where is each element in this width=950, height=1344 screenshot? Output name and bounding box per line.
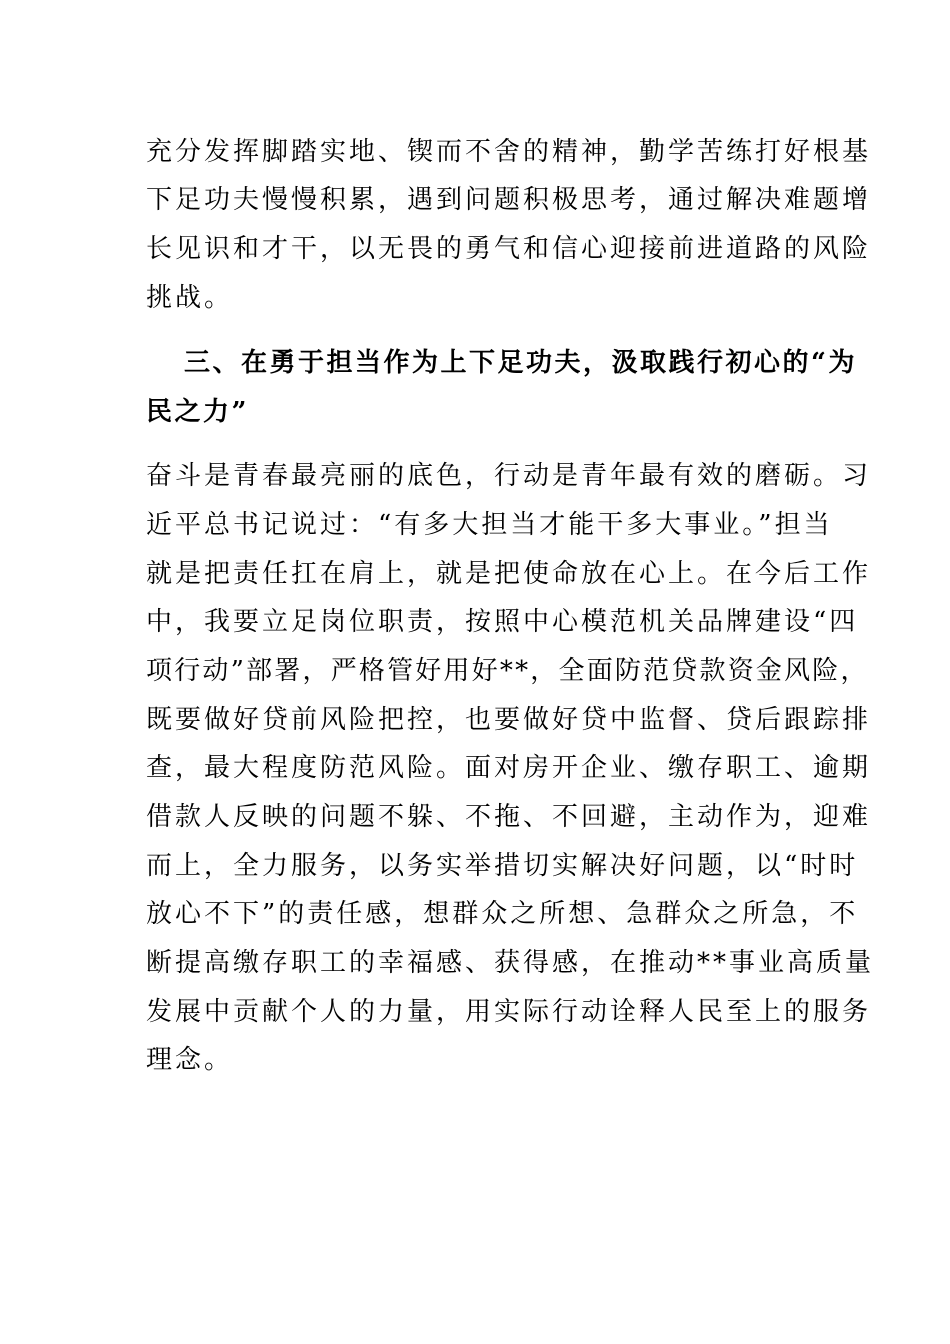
paragraph-1-line-1: 充分发挥脚踏实地、锲而不舍的精神，勤学苦练打好根基: [146, 137, 872, 167]
paragraph-2-line-9: 而上，全力服务，以务实举措切实解决好问题，以“时时: [146, 851, 859, 881]
section-heading-3-line-2: 民之力”: [146, 397, 249, 427]
paragraph-2-line-6: 既要做好贷前风险把控，也要做好贷中监督、贷后跟踪排: [146, 705, 872, 735]
paragraph-1-line-3: 长见识和才干，以无畏的勇气和信心迎接前进道路的风险: [146, 234, 872, 264]
paragraph-2-line-3: 就是把责任扛在肩上，就是把使命放在心上。在今后工作: [146, 559, 872, 589]
paragraph-2-line-12: 发展中贡献个人的力量，用实际行动诠释人民至上的服务: [146, 997, 872, 1027]
paragraph-2-line-1: 奋斗是青春最亮丽的底色，行动是青年最有效的磨砺。习: [146, 461, 872, 491]
paragraph-2-line-7: 查，最大程度防范风险。面对房开企业、缴存职工、逾期: [146, 753, 872, 783]
paragraph-2-line-13: 理念。: [146, 1045, 234, 1075]
paragraph-2-line-8: 借款人反映的问题不躲、不拖、不回避，主动作为，迎难: [146, 802, 872, 832]
section-heading-3-line-1: 三、在勇于担当作为上下足功夫，汲取践行初心的“为: [184, 348, 857, 378]
paragraph-2-line-2: 近平总书记说过：“有多大担当才能干多大事业。”担当: [146, 510, 833, 540]
paragraph-1-line-4: 挑战。: [146, 283, 234, 313]
paragraph-1-line-2: 下足功夫慢慢积累，遇到问题积极思考，通过解决难题增: [146, 185, 872, 215]
paragraph-2-line-4: 中，我要立足岗位职责，按照中心模范机关品牌建设“四: [146, 607, 859, 637]
paragraph-2-line-10: 放心不下”的责任感，想群众之所想、急群众之所急，不: [146, 899, 859, 929]
paragraph-2-line-11: 断提高缴存职工的幸福感、获得感，在推动**事业高质量: [146, 948, 875, 978]
paragraph-2-line-5: 项行动”部署，严格管好用好**，全面防范贷款资金风险，: [146, 656, 869, 686]
